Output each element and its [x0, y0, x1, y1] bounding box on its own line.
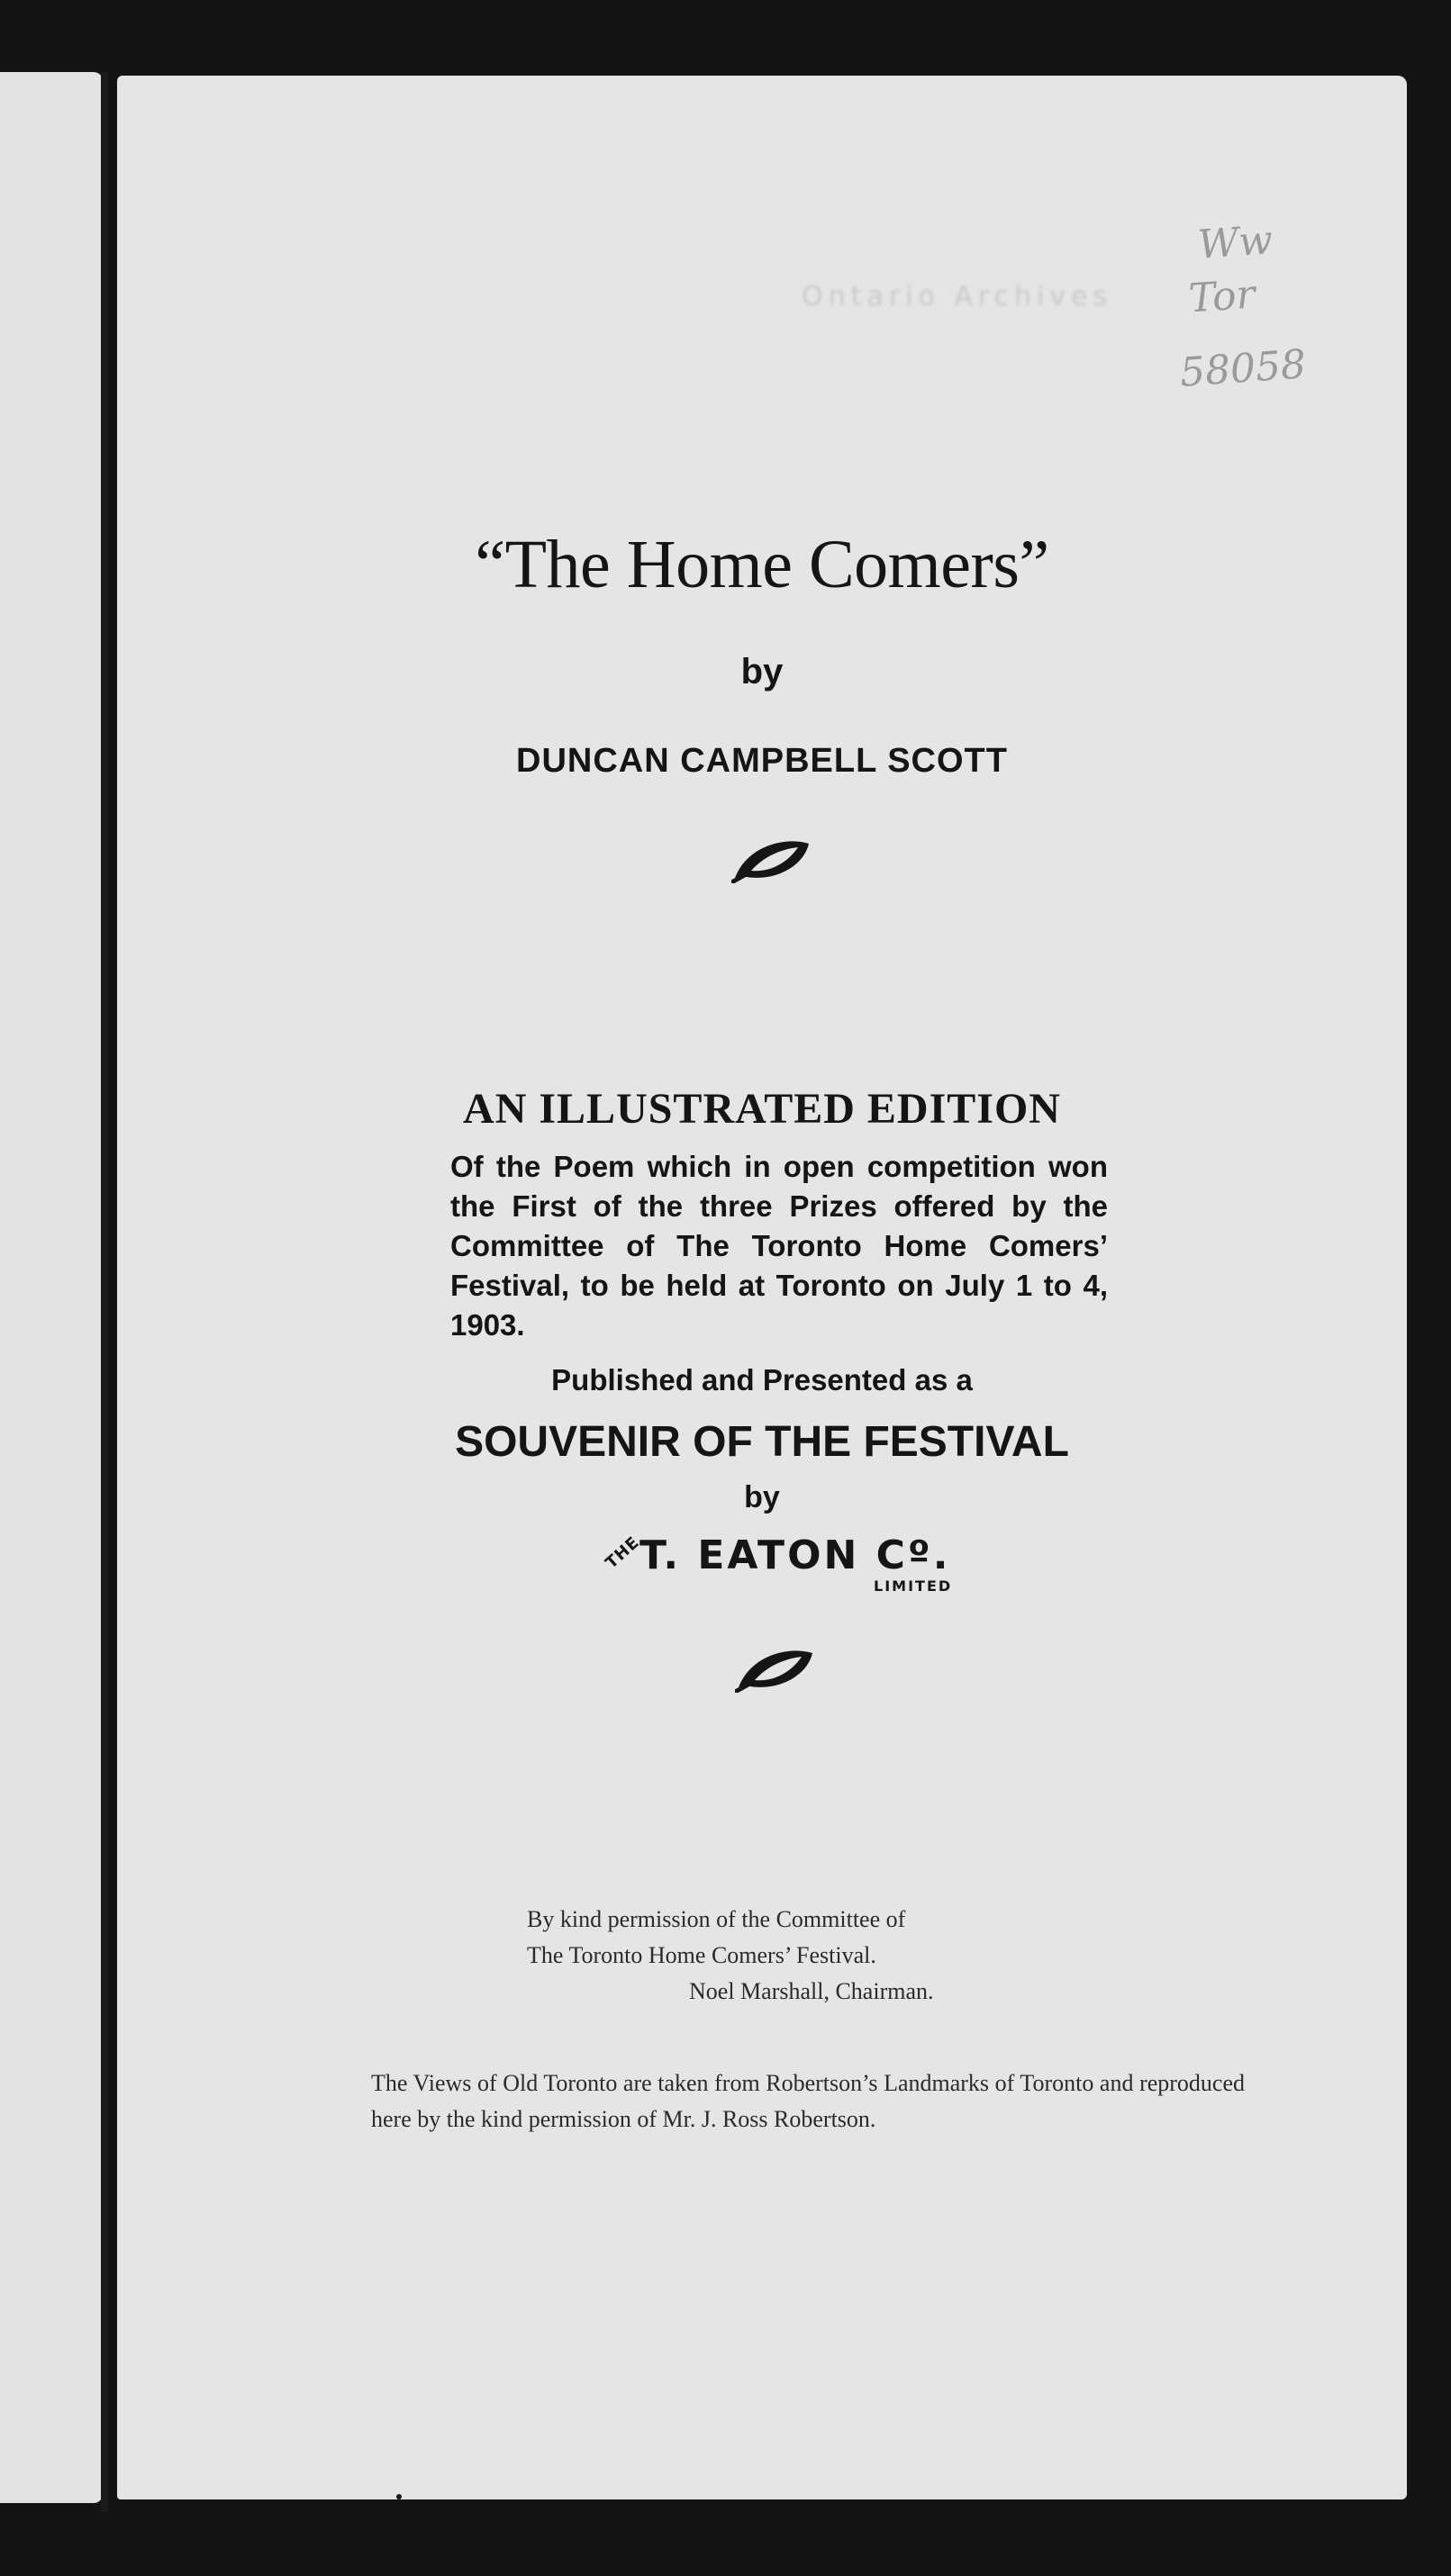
author-name: DUNCAN CAMPBELL SCOTT	[516, 742, 1008, 780]
eaton-logo-the: THE	[602, 1532, 644, 1573]
handwritten-note-1: Ww	[1196, 217, 1274, 268]
permission-signature: Noel Marshall, Chairman.	[689, 1978, 934, 2004]
permission-line-1: By kind permission of the Committee of	[527, 1906, 906, 1932]
eaton-logo-name: T. EATON Cº.	[639, 1532, 951, 1578]
adjacent-page-edge	[0, 72, 103, 2503]
page-title: “The Home Comers”	[475, 527, 1049, 602]
handwritten-note-2: Tor	[1187, 271, 1257, 322]
eaton-logo	[558, 1525, 1099, 1606]
by-line-2: by	[744, 1480, 780, 1514]
eaton-logo-limited: LIMITED	[874, 1577, 953, 1595]
views-credit-note: The Views of Old Toronto are taken from Robertson’s Landmarks of Toronto and reproduced here by the kind permission of Mr. J. Ross Robertson.	[371, 2070, 1245, 2132]
handwritten-note-3: 58058	[1178, 341, 1308, 396]
title-page	[117, 76, 1407, 2499]
permission-note	[527, 1902, 1175, 2010]
published-line: Published and Presented as a	[551, 1363, 973, 1396]
souvenir-heading: SOUVENIR OF THE FESTIVAL	[455, 1418, 1069, 1466]
edition-heading: AN ILLUSTRATED EDITION	[463, 1085, 1061, 1133]
leaf-ornament-icon	[735, 1646, 816, 1693]
permission-line-2: The Toronto Home Comers’ Festival.	[527, 1942, 876, 1968]
faint-archive-stamp: Ontario Archives	[802, 281, 1113, 312]
scan-speck	[396, 2494, 402, 2499]
leaf-ornament-icon	[731, 836, 812, 883]
page-gutter-shadow	[101, 72, 108, 2512]
by-line: by	[740, 652, 784, 691]
edition-description: Of the Poem which in open competition won the First of the three Prizes offered by the Committee of The Toronto Home Comers’ Festival, to be held at Toronto on July 1 to 4, 1903.	[450, 1150, 1108, 1342]
